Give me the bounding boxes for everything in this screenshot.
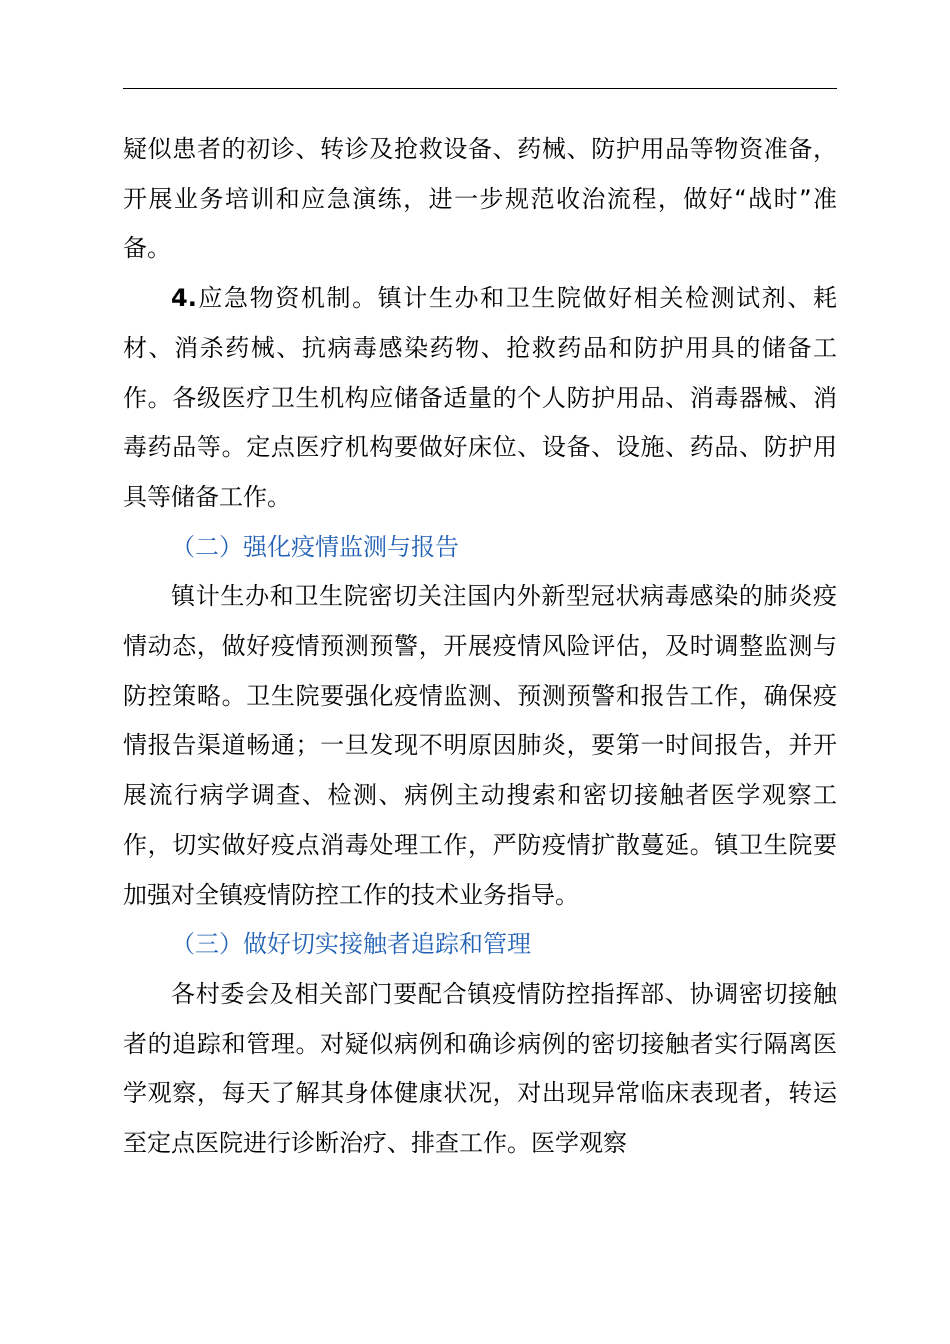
paragraph-text: 应急物资机制。镇计生办和卫生院做好相关检测试剂、耗材、消杀药械、抗病毒感染药物、抢救药品和防护用具的储备工作。各级医疗卫生机构应储备适量的个人防护用品、消毒器械、消毒药品等。定点医疗机构要做好床位、设备、设施、药品、防护用具等储备工作。 (123, 284, 837, 511)
section-heading-contact-tracing: （三）做好切实接触者追踪和管理 (171, 930, 531, 959)
paragraph-supplies-prep: 疑似患者的初诊、转诊及抢救设备、药械、防护用品等物资准备，开展业务培训和应急演练，进一步规范收治流程，做好“战时”准备。 (123, 135, 837, 263)
page-header-rule (123, 88, 837, 89)
document-body (123, 125, 837, 1169)
paragraph-monitoring: 镇计生办和卫生院密切关注国内外新型冠状病毒感染的肺炎疫情动态，做好疫情预测预警，开展疫情风险评估，及时调整监测与防控策略。卫生院要强化疫情监测、预测预警和报告工作，确保疫情报告渠道畅通；一旦发现不明原因肺炎，要第一时间报告，并开展流行病学调查、检测、病例主动搜索和密切接触者医学观察工作，切实做好疫点消毒处理工作，严防疫情扩散蔓延。镇卫生院要加强对全镇疫情防控工作的技术业务指导。 (123, 582, 837, 909)
item-number: 4. (171, 284, 197, 313)
section-heading-monitoring: （二）强化疫情监测与报告 (171, 532, 459, 561)
paragraph-emergency-supplies (123, 274, 837, 523)
paragraph-contact-tracing: 各村委会及相关部门要配合镇疫情防控指挥部、协调密切接触者的追踪和管理。对疑似病例和确诊病例的密切接触者实行隔离医学观察，每天了解其身体健康状况，对出现异常临床表现者，转运至定点医院进行诊断治疗、排查工作。医学观察 (123, 979, 837, 1158)
